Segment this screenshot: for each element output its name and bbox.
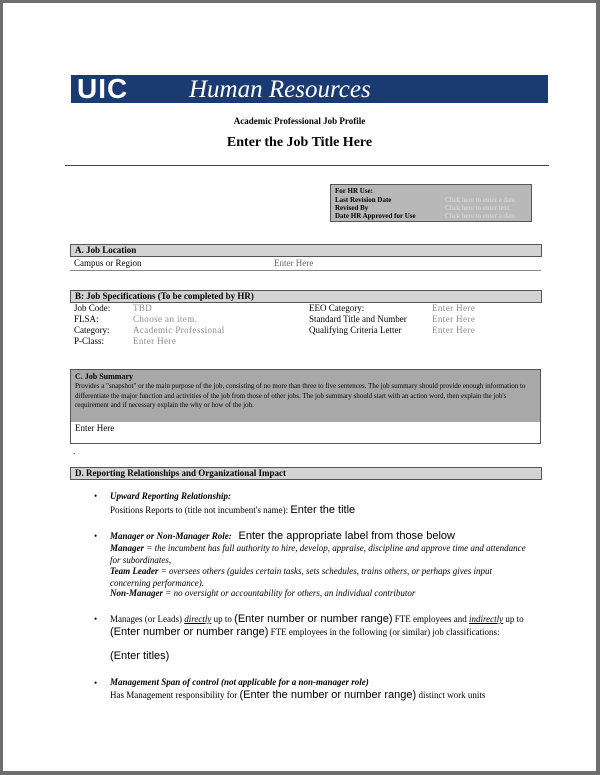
eeo-category-label: EEO Category: [309,303,365,313]
manages-sentence-line2 [110,626,500,638]
job-summary-header [71,370,540,422]
direct-number-field[interactable]: (Enter number or number range) [234,613,393,625]
manager-term: Manager [110,543,145,553]
directly-text: directly [184,614,212,624]
human-resources-title: Human Resources [189,76,371,103]
distinct-units-label: distinct work units [418,690,486,700]
qualifying-criteria-field[interactable]: Enter Here [432,325,476,335]
bullet-icon: • [94,678,98,688]
flsa-label: FLSA: [74,314,99,324]
reports-to-title-field[interactable]: Enter the title [290,504,356,516]
section-b-header: B: Job Specifications (To be completed by HR) [70,290,542,303]
hr-use-box [330,184,532,222]
uic-logo: UIC [77,73,129,104]
date-hr-approved-label: Date HR Approved for Use [335,212,416,220]
team-leader-text: = oversees others (guides certain tasks, sets schedules, trains others, or perhaps gives input concerning performance). [110,566,493,588]
indirect-number-field[interactable]: (Enter number or number range) [110,626,269,638]
header-divider [65,165,549,166]
section-a-header: A. Job Location [70,244,542,257]
job-code-value[interactable]: TBD [133,303,153,313]
job-summary-box [70,369,541,444]
category-label: Category: [74,325,110,335]
manager-role-field[interactable]: Enter the appropriate label from those below [238,530,455,542]
section-c-title: C. Job Summary [75,372,134,381]
uic-hr-banner [71,75,548,103]
span-number-field[interactable]: (Enter the number or number range) [239,689,417,701]
job-code-label: Job Code: [74,303,111,313]
positions-reports-label: Positions Reports to (title not incumbent's name): [110,505,289,515]
manages-text-1: Manages (or Leads) [110,614,182,624]
manager-role-heading: Manager or Non-Manager Role: [110,531,232,541]
job-summary-field[interactable]: Enter Here [75,423,115,433]
document-page [3,3,596,771]
last-revision-date-field[interactable]: Click here to enter a date. [445,196,517,204]
revised-by-label: Revised By [335,204,369,212]
up-to-text: up to [213,614,232,624]
job-summary-instructions: Provides a "snapshot" or the main purpose of the job, consisting of no more than three to five sentences. The job summary should provide enough information to differentiate the major function and activities of the job from those of other jobs. The job summary should start with an action word, then explain the job's requirement and if necessary explain the why or how of the job. [75,382,526,409]
job-title-field[interactable]: Enter the Job Title Here [226,135,373,150]
eeo-category-field[interactable]: Enter Here [432,303,476,313]
standard-title-field[interactable]: Enter Here [432,314,476,324]
manages-sentence [110,612,550,626]
stray-period: . [73,446,76,456]
category-value[interactable]: Academic Professional [133,325,225,335]
bullet-icon: • [94,531,98,541]
non-manager-text: = no oversight or accountability for others, an individual contributor [163,588,416,598]
has-responsibility-label: Has Management responsibility for [110,690,238,700]
campus-label: Campus or Region [74,258,142,268]
section-a-rule [70,270,541,271]
up-to-text-2: up to [505,614,524,624]
indirectly-text: indirectly [469,614,504,624]
manager-text: = the incumbent has full authority to hire, develop, appraise, discipline and approve time and attendance for subordinates, [110,543,526,565]
non-manager-term: Non-Manager [110,588,164,598]
hr-use-label: For HR Use: [335,187,373,195]
upward-reporting-heading: Upward Reporting Relationship: [110,491,232,501]
section-d-header: D. Reporting Relationships and Organizational Impact [70,467,542,480]
standard-title-label: Standard Title and Number [309,314,407,324]
manages-text-3: FTE employees in the following (or similar) job classifications: [270,627,500,637]
p-class-field[interactable]: Enter Here [133,336,177,346]
p-class-label: P-Class: [74,336,105,346]
team-leader-definition [110,566,530,589]
profile-subtitle: Academic Professional Job Profile [233,116,366,126]
flsa-select[interactable]: Choose an item. [133,314,198,324]
non-manager-definition [110,588,530,598]
span-of-control-heading: Management Span of control (not applicable for a non-manager role) [110,677,369,687]
manages-text-2: FTE employees and [394,614,467,624]
bullet-icon: • [94,614,98,624]
revised-by-field[interactable]: Click here to enter text. [445,204,511,212]
date-hr-approved-field[interactable]: Click here to enter a date. [445,212,517,220]
team-leader-term: Team Leader [110,566,159,576]
campus-field[interactable]: Enter Here [274,258,314,268]
manager-definition [110,543,530,566]
qualifying-criteria-label: Qualifying Criteria Letter [309,325,402,335]
bullet-icon: • [94,491,98,501]
job-titles-field[interactable]: (Enter titles) [110,650,170,662]
last-revision-label: Last Revision Date [335,196,392,204]
